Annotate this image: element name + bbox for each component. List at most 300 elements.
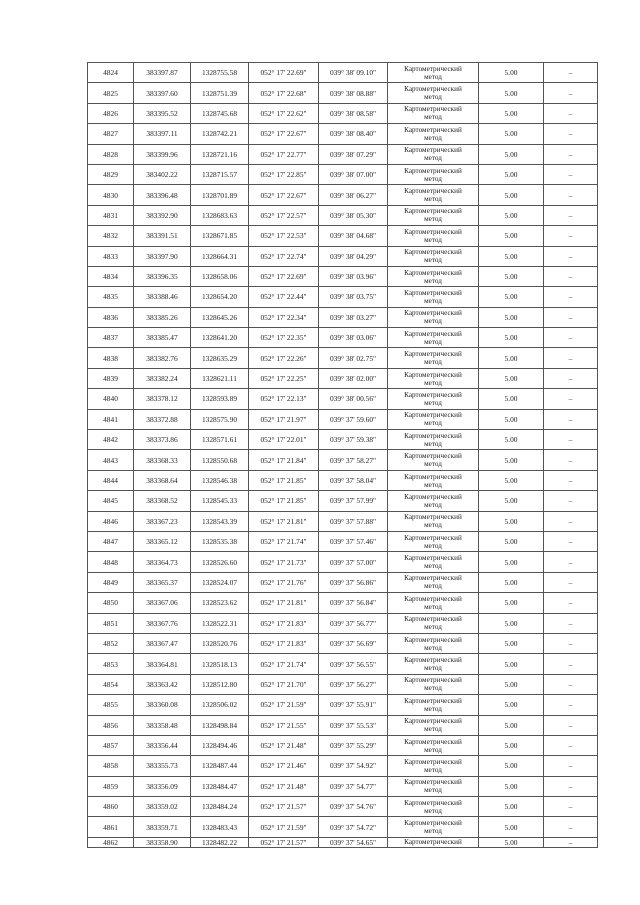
method-line-2: метод	[424, 378, 442, 387]
y-coordinate-cell: 1328545.33	[191, 491, 249, 511]
table-row	[88, 185, 598, 205]
method-line-2: метод	[424, 93, 442, 102]
longitude-cell: 039° 37' 56.86"	[319, 572, 388, 592]
method-cell	[388, 593, 479, 613]
table-row	[88, 756, 598, 776]
method-cell	[388, 348, 479, 368]
description-cell: –	[544, 287, 598, 307]
y-coordinate-cell: 1328522.31	[191, 613, 249, 633]
table-row	[88, 531, 598, 551]
accuracy-cell: 5.00	[479, 430, 544, 450]
accuracy-cell: 5.00	[479, 511, 544, 531]
accuracy-cell: 5.00	[479, 837, 544, 847]
accuracy-cell: 5.00	[479, 491, 544, 511]
accuracy-cell: 5.00	[479, 470, 544, 490]
latitude-cell: 052° 17' 21.57"	[249, 797, 319, 817]
table-row	[88, 572, 598, 592]
y-coordinate-cell: 1328645.26	[191, 307, 249, 327]
point-number-cell: 4840	[88, 389, 134, 409]
x-coordinate-cell: 383367.23	[134, 511, 191, 531]
longitude-cell: 039° 37' 57.88"	[319, 511, 388, 531]
latitude-cell: 052° 17' 21.59"	[249, 695, 319, 715]
point-number-cell: 4862	[88, 837, 134, 847]
description-cell: –	[544, 83, 598, 103]
table-row	[88, 593, 598, 613]
y-coordinate-cell: 1328550.68	[191, 450, 249, 470]
latitude-cell: 052° 17' 22.67"	[249, 124, 319, 144]
x-coordinate-cell: 383368.64	[134, 470, 191, 490]
method-line-1: Картометрический	[404, 676, 462, 685]
accuracy-cell: 5.00	[479, 307, 544, 327]
method-cell	[388, 430, 479, 450]
method-cell	[388, 368, 479, 388]
point-number-cell: 4832	[88, 226, 134, 246]
method-cell	[388, 389, 479, 409]
table-row	[88, 389, 598, 409]
method-cell	[388, 144, 479, 164]
accuracy-cell: 5.00	[479, 226, 544, 246]
point-number-cell: 4854	[88, 674, 134, 694]
method-cell	[388, 328, 479, 348]
table-row	[88, 837, 598, 847]
y-coordinate-cell: 1328543.39	[191, 511, 249, 531]
method-line-1: Картометрический	[404, 635, 462, 644]
table-row	[88, 654, 598, 674]
x-coordinate-cell: 383382.76	[134, 348, 191, 368]
accuracy-cell: 5.00	[479, 593, 544, 613]
method-cell	[388, 756, 479, 776]
description-cell: –	[544, 572, 598, 592]
longitude-cell: 039° 37' 56.69"	[319, 633, 388, 653]
latitude-cell: 052° 17' 22.69"	[249, 266, 319, 286]
longitude-cell: 039° 38' 05.30"	[319, 205, 388, 225]
table-row	[88, 430, 598, 450]
table-row	[88, 307, 598, 327]
method-cell	[388, 266, 479, 286]
y-coordinate-cell: 1328575.90	[191, 409, 249, 429]
latitude-cell: 052° 17' 21.84"	[249, 450, 319, 470]
longitude-cell: 039° 38' 04.68"	[319, 226, 388, 246]
longitude-cell: 039° 37' 56.84"	[319, 593, 388, 613]
description-cell: –	[544, 837, 598, 847]
description-cell: –	[544, 491, 598, 511]
point-number-cell: 4834	[88, 266, 134, 286]
accuracy-cell: 5.00	[479, 633, 544, 653]
longitude-cell: 039° 37' 55.53"	[319, 715, 388, 735]
x-coordinate-cell: 383378.12	[134, 389, 191, 409]
method-cell	[388, 735, 479, 755]
x-coordinate-cell: 383368.33	[134, 450, 191, 470]
y-coordinate-cell: 1328512.80	[191, 674, 249, 694]
latitude-cell: 052° 17' 22.53"	[249, 226, 319, 246]
y-coordinate-cell: 1328571.61	[191, 430, 249, 450]
x-coordinate-cell: 383392.90	[134, 205, 191, 225]
longitude-cell: 039° 38' 03.75"	[319, 287, 388, 307]
method-line-2: метод	[424, 806, 442, 815]
table-row	[88, 205, 598, 225]
longitude-cell: 039° 38' 08.88"	[319, 83, 388, 103]
point-number-cell: 4844	[88, 470, 134, 490]
x-coordinate-cell: 383365.37	[134, 572, 191, 592]
longitude-cell: 039° 38' 02.00"	[319, 368, 388, 388]
method-line-1: Картометрический	[404, 696, 462, 705]
method-cell	[388, 491, 479, 511]
latitude-cell: 052° 17' 21.97"	[249, 409, 319, 429]
method-line-2: метод	[424, 664, 442, 673]
point-number-cell: 4847	[88, 531, 134, 551]
point-number-cell: 4848	[88, 552, 134, 572]
accuracy-cell: 5.00	[479, 756, 544, 776]
method-line-1: Картометрический	[404, 492, 462, 501]
description-cell: –	[544, 103, 598, 123]
method-line-1: Картометрический	[404, 125, 462, 134]
longitude-cell: 039° 38' 02.75"	[319, 348, 388, 368]
point-number-cell: 4860	[88, 797, 134, 817]
table-row	[88, 776, 598, 796]
description-cell: –	[544, 124, 598, 144]
y-coordinate-cell: 1328523.62	[191, 593, 249, 613]
x-coordinate-cell: 383356.09	[134, 776, 191, 796]
x-coordinate-cell: 383367.47	[134, 633, 191, 653]
y-coordinate-cell: 1328683.63	[191, 205, 249, 225]
point-number-cell: 4831	[88, 205, 134, 225]
method-line-2: метод	[424, 419, 442, 428]
accuracy-cell: 5.00	[479, 797, 544, 817]
method-line-1: Картометрический	[404, 837, 462, 846]
longitude-cell: 039° 37' 54.76"	[319, 797, 388, 817]
accuracy-cell: 5.00	[479, 164, 544, 184]
method-line-1: Картометрический	[404, 85, 462, 94]
accuracy-cell: 5.00	[479, 695, 544, 715]
y-coordinate-cell: 1328518.13	[191, 654, 249, 674]
point-number-cell: 4836	[88, 307, 134, 327]
method-line-2: метод	[424, 786, 442, 795]
method-line-2: метод	[424, 72, 442, 81]
latitude-cell: 052° 17' 22.13"	[249, 389, 319, 409]
longitude-cell: 039° 38' 03.27"	[319, 307, 388, 327]
latitude-cell: 052° 17' 22.26"	[249, 348, 319, 368]
method-line-1: Картометрический	[404, 533, 462, 542]
x-coordinate-cell: 383396.48	[134, 185, 191, 205]
y-coordinate-cell: 1328520.76	[191, 633, 249, 653]
method-line-2: метод	[424, 602, 442, 611]
x-coordinate-cell: 383385.47	[134, 328, 191, 348]
table-row	[88, 368, 598, 388]
description-cell: –	[544, 470, 598, 490]
method-cell	[388, 287, 479, 307]
method-cell	[388, 552, 479, 572]
accuracy-cell: 5.00	[479, 715, 544, 735]
y-coordinate-cell: 1328483.43	[191, 817, 249, 837]
y-coordinate-cell: 1328654.20	[191, 287, 249, 307]
longitude-cell: 039° 38' 03.96"	[319, 266, 388, 286]
method-line-2: метод	[424, 317, 442, 326]
point-number-cell: 4858	[88, 756, 134, 776]
point-number-cell: 4841	[88, 409, 134, 429]
table-row	[88, 287, 598, 307]
method-line-2: метод	[424, 460, 442, 469]
latitude-cell: 052° 17' 21.70"	[249, 674, 319, 694]
longitude-cell: 039° 37' 54.77"	[319, 776, 388, 796]
latitude-cell: 052° 17' 21.57"	[249, 837, 319, 847]
method-line-2: метод	[424, 439, 442, 448]
description-cell: –	[544, 633, 598, 653]
description-cell: –	[544, 205, 598, 225]
method-line-1: Картометрический	[404, 452, 462, 461]
description-cell: –	[544, 674, 598, 694]
method-line-1: Картометрический	[404, 431, 462, 440]
method-line-1: Картометрический	[404, 288, 462, 297]
y-coordinate-cell: 1328524.07	[191, 572, 249, 592]
method-cell	[388, 164, 479, 184]
accuracy-cell: 5.00	[479, 266, 544, 286]
coordinates-table	[87, 62, 598, 848]
longitude-cell: 039° 37' 59.38"	[319, 430, 388, 450]
accuracy-cell: 5.00	[479, 776, 544, 796]
longitude-cell: 039° 37' 58.27"	[319, 450, 388, 470]
method-line-1: Картометрический	[404, 370, 462, 379]
accuracy-cell: 5.00	[479, 103, 544, 123]
y-coordinate-cell: 1328593.89	[191, 389, 249, 409]
x-coordinate-cell: 383360.08	[134, 695, 191, 715]
table-row	[88, 817, 598, 837]
table-row	[88, 633, 598, 653]
method-line-1: Картометрический	[404, 513, 462, 522]
latitude-cell: 052° 17' 22.74"	[249, 246, 319, 266]
method-line-2: метод	[424, 704, 442, 713]
x-coordinate-cell: 383395.52	[134, 103, 191, 123]
description-cell: –	[544, 164, 598, 184]
x-coordinate-cell: 383372.88	[134, 409, 191, 429]
accuracy-cell: 5.00	[479, 409, 544, 429]
table-row	[88, 409, 598, 429]
latitude-cell: 052° 17' 22.34"	[249, 307, 319, 327]
y-coordinate-cell: 1328484.24	[191, 797, 249, 817]
latitude-cell: 052° 17' 22.44"	[249, 287, 319, 307]
accuracy-cell: 5.00	[479, 328, 544, 348]
y-coordinate-cell: 1328621.11	[191, 368, 249, 388]
y-coordinate-cell: 1328535.38	[191, 531, 249, 551]
accuracy-cell: 5.00	[479, 368, 544, 388]
point-number-cell: 4846	[88, 511, 134, 531]
method-line-1: Картометрический	[404, 207, 462, 216]
point-number-cell: 4826	[88, 103, 134, 123]
accuracy-cell: 5.00	[479, 246, 544, 266]
description-cell: –	[544, 735, 598, 755]
table-row	[88, 715, 598, 735]
description-cell: –	[544, 389, 598, 409]
longitude-cell: 039° 37' 56.55"	[319, 654, 388, 674]
method-line-2: метод	[424, 235, 442, 244]
x-coordinate-cell: 383402.22	[134, 164, 191, 184]
latitude-cell: 052° 17' 21.74"	[249, 531, 319, 551]
method-cell	[388, 797, 479, 817]
table-row	[88, 491, 598, 511]
table-row	[88, 83, 598, 103]
accuracy-cell: 5.00	[479, 348, 544, 368]
method-line-2: метод	[424, 113, 442, 122]
longitude-cell: 039° 37' 57.00"	[319, 552, 388, 572]
point-number-cell: 4859	[88, 776, 134, 796]
accuracy-cell: 5.00	[479, 531, 544, 551]
method-line-1: Картометрический	[404, 798, 462, 807]
accuracy-cell: 5.00	[479, 124, 544, 144]
method-line-1: Картометрический	[404, 329, 462, 338]
table-row	[88, 103, 598, 123]
longitude-cell: 039° 37' 56.27"	[319, 674, 388, 694]
method-line-1: Картометрический	[404, 268, 462, 277]
latitude-cell: 052° 17' 22.25"	[249, 368, 319, 388]
accuracy-cell: 5.00	[479, 389, 544, 409]
longitude-cell: 039° 37' 56.77"	[319, 613, 388, 633]
method-cell	[388, 185, 479, 205]
longitude-cell: 039° 38' 07.29"	[319, 144, 388, 164]
latitude-cell: 052° 17' 21.48"	[249, 735, 319, 755]
method-line-1: Картометрический	[404, 64, 462, 73]
x-coordinate-cell: 383396.35	[134, 266, 191, 286]
method-line-2: метод	[424, 500, 442, 509]
longitude-cell: 039° 38' 08.40"	[319, 124, 388, 144]
point-number-cell: 4825	[88, 83, 134, 103]
latitude-cell: 052° 17' 21.76"	[249, 572, 319, 592]
table-row	[88, 328, 598, 348]
table-row	[88, 226, 598, 246]
accuracy-cell: 5.00	[479, 205, 544, 225]
longitude-cell: 039° 37' 54.72"	[319, 817, 388, 837]
point-number-cell: 4851	[88, 613, 134, 633]
method-line-1: Картометрический	[404, 105, 462, 114]
point-number-cell: 4838	[88, 348, 134, 368]
accuracy-cell: 5.00	[479, 735, 544, 755]
y-coordinate-cell: 1328641.20	[191, 328, 249, 348]
description-cell: –	[544, 450, 598, 470]
method-line-1: Картометрический	[404, 227, 462, 236]
description-cell: –	[544, 776, 598, 796]
y-coordinate-cell: 1328755.58	[191, 63, 249, 83]
description-cell: –	[544, 695, 598, 715]
x-coordinate-cell: 383397.11	[134, 124, 191, 144]
table-row	[88, 348, 598, 368]
description-cell: –	[544, 328, 598, 348]
table-row	[88, 735, 598, 755]
accuracy-cell: 5.00	[479, 450, 544, 470]
x-coordinate-cell: 383373.86	[134, 430, 191, 450]
point-number-cell: 4828	[88, 144, 134, 164]
table-row	[88, 144, 598, 164]
description-cell: –	[544, 613, 598, 633]
y-coordinate-cell: 1328671.85	[191, 226, 249, 246]
table-row	[88, 164, 598, 184]
accuracy-cell: 5.00	[479, 63, 544, 83]
method-line-1: Картометрический	[404, 737, 462, 746]
description-cell: –	[544, 430, 598, 450]
longitude-cell: 039° 38' 09.10"	[319, 63, 388, 83]
point-number-cell: 4824	[88, 63, 134, 83]
method-line-1: Картометрический	[404, 187, 462, 196]
method-line-2: метод	[424, 480, 442, 489]
method-line-2: метод	[424, 358, 442, 367]
x-coordinate-cell: 383397.60	[134, 83, 191, 103]
method-line-1: Картометрический	[404, 757, 462, 766]
method-cell	[388, 470, 479, 490]
accuracy-cell: 5.00	[479, 552, 544, 572]
y-coordinate-cell: 1328742.21	[191, 124, 249, 144]
latitude-cell: 052° 17' 22.67"	[249, 185, 319, 205]
y-coordinate-cell: 1328546.38	[191, 470, 249, 490]
y-coordinate-cell: 1328498.84	[191, 715, 249, 735]
method-line-2: метод	[424, 276, 442, 285]
table-row	[88, 511, 598, 531]
description-cell: –	[544, 654, 598, 674]
method-cell	[388, 715, 479, 735]
table-row	[88, 470, 598, 490]
method-line-1: Картометрический	[404, 615, 462, 624]
longitude-cell: 039° 37' 54.92"	[319, 756, 388, 776]
latitude-cell: 052° 17' 21.85"	[249, 491, 319, 511]
point-number-cell: 4833	[88, 246, 134, 266]
table-row	[88, 124, 598, 144]
method-cell	[388, 246, 479, 266]
latitude-cell: 052° 17' 21.83"	[249, 613, 319, 633]
longitude-cell: 039° 37' 57.46"	[319, 531, 388, 551]
y-coordinate-cell: 1328487.44	[191, 756, 249, 776]
description-cell: –	[544, 593, 598, 613]
latitude-cell: 052° 17' 21.55"	[249, 715, 319, 735]
method-cell	[388, 633, 479, 653]
point-number-cell: 4853	[88, 654, 134, 674]
point-number-cell: 4857	[88, 735, 134, 755]
y-coordinate-cell: 1328745.68	[191, 103, 249, 123]
accuracy-cell: 5.00	[479, 817, 544, 837]
x-coordinate-cell: 383355.73	[134, 756, 191, 776]
method-cell	[388, 205, 479, 225]
latitude-cell: 052° 17' 21.73"	[249, 552, 319, 572]
point-number-cell: 4845	[88, 491, 134, 511]
description-cell: –	[544, 715, 598, 735]
accuracy-cell: 5.00	[479, 144, 544, 164]
method-line-2: метод	[424, 643, 442, 652]
point-number-cell: 4850	[88, 593, 134, 613]
method-line-1: Картометрический	[404, 574, 462, 583]
table-row	[88, 674, 598, 694]
point-number-cell: 4855	[88, 695, 134, 715]
description-cell: –	[544, 226, 598, 246]
point-number-cell: 4849	[88, 572, 134, 592]
point-number-cell: 4856	[88, 715, 134, 735]
method-line-1: Картометрический	[404, 390, 462, 399]
point-number-cell: 4839	[88, 368, 134, 388]
description-cell: –	[544, 307, 598, 327]
method-line-2: метод	[424, 133, 442, 142]
method-line-2: метод	[424, 296, 442, 305]
method-line-1: Картометрический	[404, 411, 462, 420]
method-line-1: Картометрический	[404, 554, 462, 563]
x-coordinate-cell: 383364.73	[134, 552, 191, 572]
accuracy-cell: 5.00	[479, 613, 544, 633]
method-line-2: метод	[424, 521, 442, 530]
point-number-cell: 4830	[88, 185, 134, 205]
method-cell	[388, 817, 479, 837]
method-line-1: Картометрический	[404, 146, 462, 155]
description-cell: –	[544, 552, 598, 572]
table-row	[88, 63, 598, 83]
table-row	[88, 246, 598, 266]
accuracy-cell: 5.00	[479, 287, 544, 307]
method-line-1: Картометрический	[404, 166, 462, 175]
longitude-cell: 039° 37' 55.29"	[319, 735, 388, 755]
method-cell	[388, 307, 479, 327]
method-line-2: метод	[424, 154, 442, 163]
